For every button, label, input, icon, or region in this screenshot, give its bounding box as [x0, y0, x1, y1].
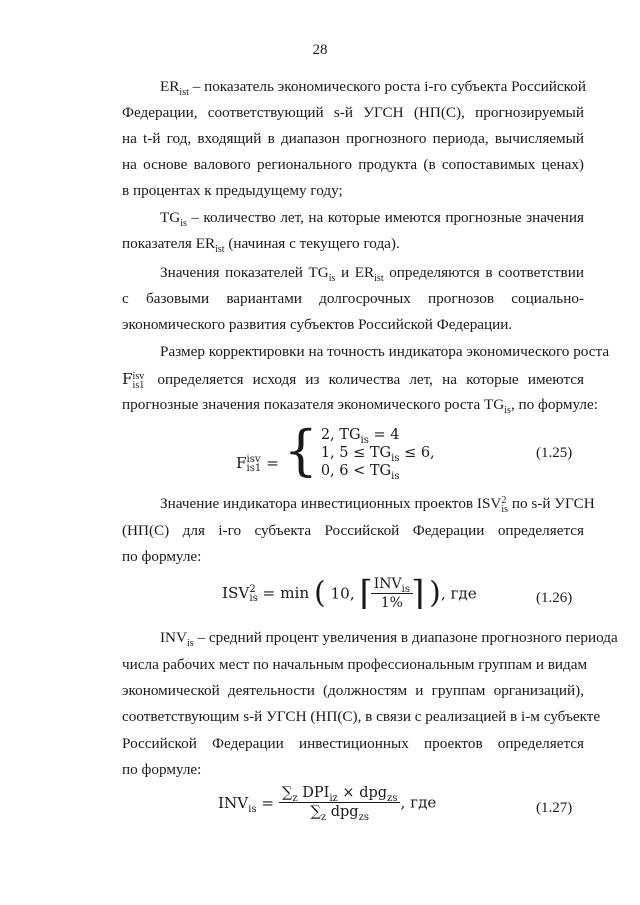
formula-body: $INV_{is}$ = $\frac{\sum_z DPI_{iz} \times dpg_{zs}}{\sum_z dpg_{zs}}$ , где [218, 785, 437, 823]
text-line: на t-й год, входящий в диапазон прогнозного периода, вычисляемый [122, 130, 584, 147]
text-line: $TG_{is}$ – количество лет, на которые имеются прогнозные значения [160, 209, 584, 230]
fraction: $\frac{INV_{is}}{1\%}$ [371, 576, 413, 611]
formula-body: ISV 2 is = min ( 10, ⌈ $\frac{INV_{is}}{1\%}$ ⌉ ), где [222, 573, 477, 614]
text-line: числа рабочих мест по начальным профессиональным группам и видам [122, 656, 588, 673]
text-line: $ER_{ist}$ – показатель экономического роста i-го субъекта Российской [160, 78, 586, 99]
text-line: $INV_{is}$ – средний процент увеличения в диапазоне прогнозного периода [160, 629, 618, 650]
text-line: Значение индикатора инвестиционных проектов ISV 2 is по s-й УГСН [160, 494, 595, 515]
text-line: на основе валового регионального продукта (в сопоставимых ценах) [122, 156, 584, 173]
text-line: экономической деятельности (должностям и группам организаций), [122, 682, 584, 699]
text-line: в процентах к предыдущему году; [122, 182, 343, 199]
equation-number: (1.25) [536, 445, 573, 461]
text-line: (НП(С) для i-го субъекта Российской Федерации определяется [122, 522, 584, 539]
text-line: Значения показателей $TG_{is}$ и $ER_{ist}$ определяются в соответствии [160, 264, 584, 285]
text-line: по формуле: [122, 548, 202, 565]
text-line: прогнозные значения показателя экономического роста $TG_{is}$, по формуле: [122, 396, 598, 417]
open-paren: ( [313, 575, 326, 611]
text-line: Российской Федерации инвестиционных проектов определяется [122, 735, 584, 752]
text-line: соответствующим s-й УГСН (НП(С), в связи с реализацией в i-м субъекте [122, 708, 601, 725]
equation-number: (1.27) [536, 800, 573, 816]
page-number: 28 [312, 42, 328, 58]
fraction: $\frac{\sum_z DPI_{iz} \times dpg_{zs}}{\sum_z dpg_{zs}}$ [279, 785, 400, 820]
ceiling-left: ⌈ [359, 573, 373, 614]
text-line: показателя $ER_{ist}$ (начиная с текущего года). [122, 235, 400, 256]
text-line: Федерации, соответствующий s-й УГСН (НП(С), прогнозируемый [122, 104, 584, 121]
formula-body: F isv is1 = { 2, $TG_{is} = 4$ 1, $5 \le TG_{is} \le 6$, 0, $6 < TG_{is}$ [236, 419, 435, 482]
text-line: экономического развития субъектов Российской Федерации. [122, 316, 513, 333]
close-paren: ) [429, 575, 441, 611]
equation-number: (1.26) [536, 590, 573, 606]
left-brace: { [283, 419, 318, 482]
text-line: с базовыми вариантами долгосрочных прогнозов социально- [122, 290, 584, 307]
text-line: по формуле: [122, 761, 202, 778]
text-line: F isv is1 определяется исходя из количества лет, на которые имеются [122, 370, 584, 391]
ceiling-right: ⌉ [411, 573, 425, 614]
text-line: Размер корректировки на точность индикатора экономического роста [160, 343, 610, 360]
